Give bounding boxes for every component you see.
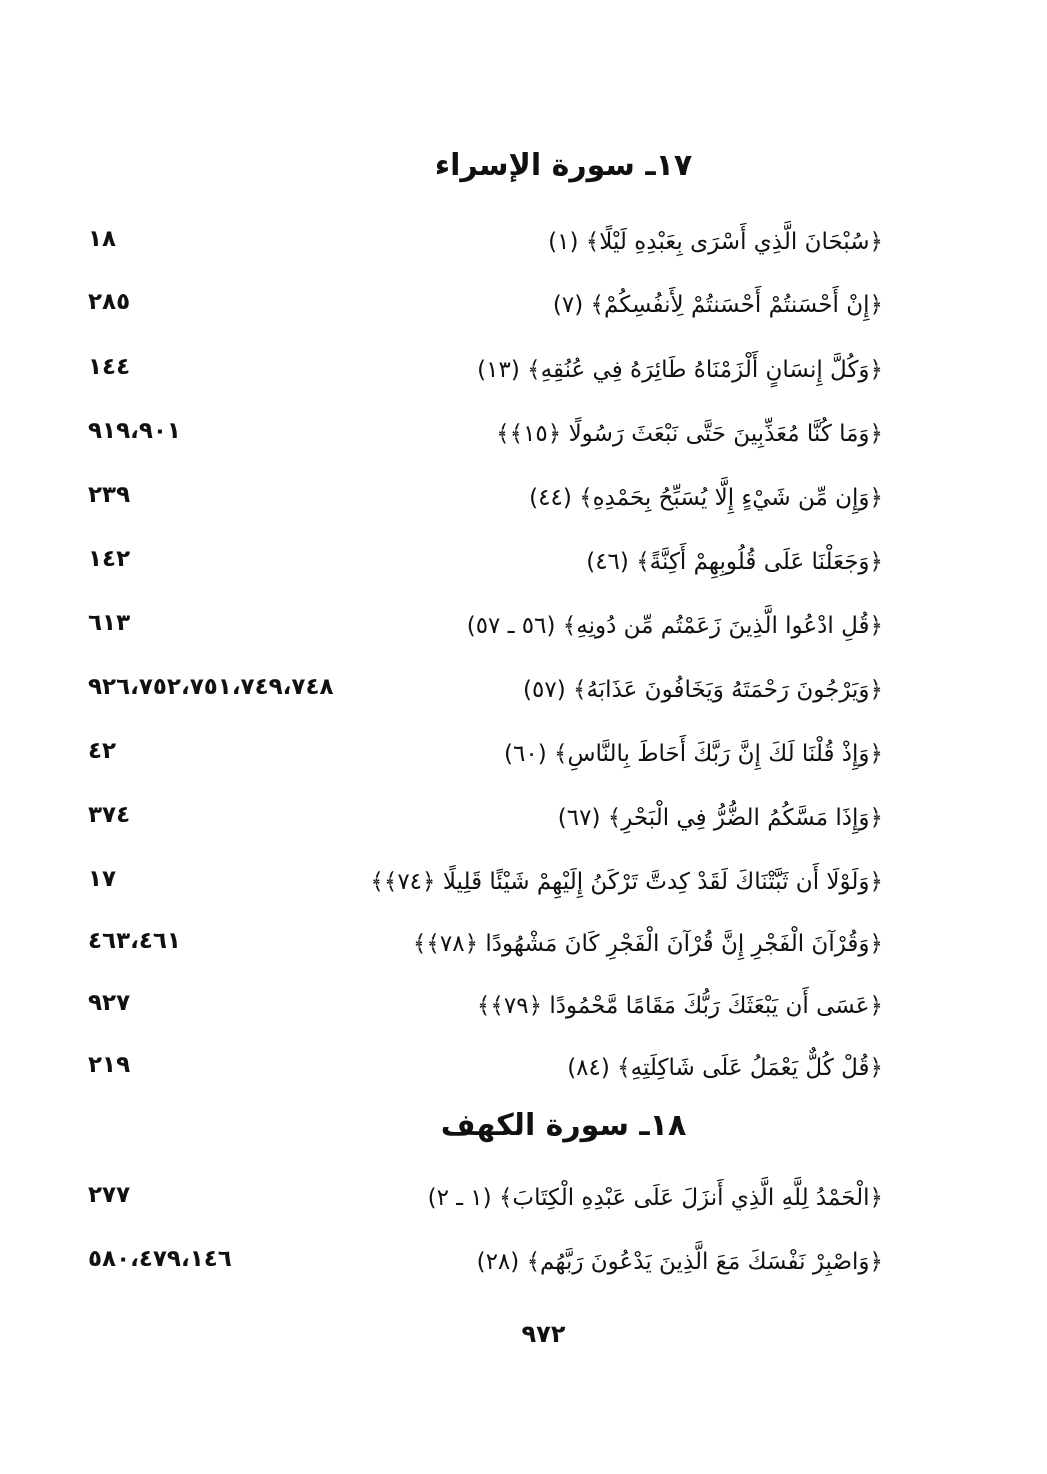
verse-text: ﴿وَإِن مِّن شَيْءٍ إِلَّا يُسَبِّحُ بِحَمْدِهِ﴾ (٤٤) xyxy=(529,485,883,511)
index-entry xyxy=(0,670,1047,726)
page-references: ٤٢ xyxy=(88,738,117,764)
verse-text: ﴿عَسَى أَن يَبْعَثَكَ رَبُّكَ مَقَامًا مَّحْمُودًا ﴿٧٩﴾﴾ xyxy=(476,993,883,1019)
surah-heading-al-kahf: ١٨ـ سورة الكهف xyxy=(440,1108,687,1143)
verse-text: ﴿وَقُرْآنَ الْفَجْرِ إِنَّ قُرْآنَ الْفَجْرِ كَانَ مَشْهُودًا ﴿٧٨﴾﴾ xyxy=(412,931,883,957)
page-references: ٢٨٥ xyxy=(88,289,131,315)
page-references: ١٤٢ xyxy=(88,546,131,572)
index-entry xyxy=(0,478,1047,534)
page-references: ٢٣٩ xyxy=(88,482,131,508)
verse-text: ﴿وَلَوْلَا أَن ثَبَّتْنَاكَ لَقَدْ كِدتَّ تَرْكَنُ إِلَيْهِمْ شَيْئًا قَلِيلًا ﴿٧٤﴾﴾ xyxy=(370,869,883,895)
index-entry xyxy=(0,862,1047,918)
index-entry xyxy=(0,734,1047,790)
page-references: ٩١٩،٩٠١ xyxy=(88,418,181,444)
verse-text: ﴿إِنْ أَحْسَنتُمْ أَحْسَنتُمْ لِأَنفُسِكُمْ﴾ (٧) xyxy=(552,292,883,318)
page-references: ١٤٤ xyxy=(88,354,131,380)
index-entry xyxy=(0,1242,1047,1298)
index-entry xyxy=(0,1048,1047,1104)
index-entry xyxy=(0,285,1047,341)
verse-text: ﴿سُبْحَانَ الَّذِي أَسْرَى بِعَبْدِهِ لَيْلًا﴾ (١) xyxy=(548,229,883,255)
index-entry xyxy=(0,924,1047,980)
index-entry xyxy=(0,350,1047,406)
index-entry xyxy=(0,414,1047,470)
verse-text: ﴿وَكُلَّ إِنسَانٍ أَلْزَمْنَاهُ طَائِرَهُ فِي عُنُقِهِ﴾ (١٣) xyxy=(477,357,883,383)
surah-heading-al-isra: ١٧ـ سورة الإسراء xyxy=(434,148,693,183)
verse-text: ﴿وَإِذَا مَسَّكُمُ الضُّرُّ فِي الْبَحْرِ﴾ (٦٧) xyxy=(557,805,883,831)
verse-text: ﴿وَإِذْ قُلْنَا لَكَ إِنَّ رَبَّكَ أَحَاطَ بِالنَّاسِ﴾ (٦٠) xyxy=(504,741,883,767)
page-references: ١٨ xyxy=(88,226,117,252)
page-references: ٥٨٠،٤٧٩،١٤٦ xyxy=(88,1246,232,1272)
verse-text: ﴿الْحَمْدُ لِلَّهِ الَّذِي أَنزَلَ عَلَى عَبْدِهِ الْكِتَابَ﴾ (١ ـ ٢) xyxy=(427,1185,883,1211)
verse-text: ﴿وَاصْبِرْ نَفْسَكَ مَعَ الَّذِينَ يَدْعُونَ رَبَّهُم﴾ (٢٨) xyxy=(476,1249,883,1275)
verse-text: ﴿وَجَعَلْنَا عَلَى قُلُوبِهِمْ أَكِنَّةً﴾ (٤٦) xyxy=(586,549,883,575)
page-references: ٢٧٧ xyxy=(88,1182,131,1208)
page-references: ٣٧٤ xyxy=(88,802,131,828)
index-entry xyxy=(0,798,1047,854)
index-entry xyxy=(0,986,1047,1042)
index-entry xyxy=(0,606,1047,662)
page-number: ٩٧٢ xyxy=(521,1320,566,1348)
verse-text: ﴿وَمَا كُنَّا مُعَذِّبِينَ حَتَّى نَبْعَثَ رَسُولًا ﴿١٥﴾﴾ xyxy=(496,421,883,447)
index-entry xyxy=(0,542,1047,598)
page-references: ٤٦٣،٤٦١ xyxy=(88,928,181,954)
verse-text: ﴿وَيَرْجُونَ رَحْمَتَهُ وَيَخَافُونَ عَذَابَهُ﴾ (٥٧) xyxy=(522,677,883,703)
verse-text: ﴿قُلْ كُلٌّ يَعْمَلُ عَلَى شَاكِلَتِهِ﴾ (٨٤) xyxy=(567,1055,883,1081)
index-entry xyxy=(0,222,1047,278)
verse-text: ﴿قُلِ ادْعُوا الَّذِينَ زَعَمْتُم مِّن دُونِهِ﴾ (٥٦ ـ ٥٧) xyxy=(466,613,883,639)
page-references: ٩٢٧ xyxy=(88,990,131,1016)
page-references: ١٧ xyxy=(88,866,117,892)
page-references: ٢١٩ xyxy=(88,1052,131,1078)
page-references: ٩٢٦،٧٥٢،٧٥١،٧٤٩،٧٤٨ xyxy=(88,674,334,700)
page-references: ٦١٣ xyxy=(88,610,131,636)
index-entry xyxy=(0,1178,1047,1234)
